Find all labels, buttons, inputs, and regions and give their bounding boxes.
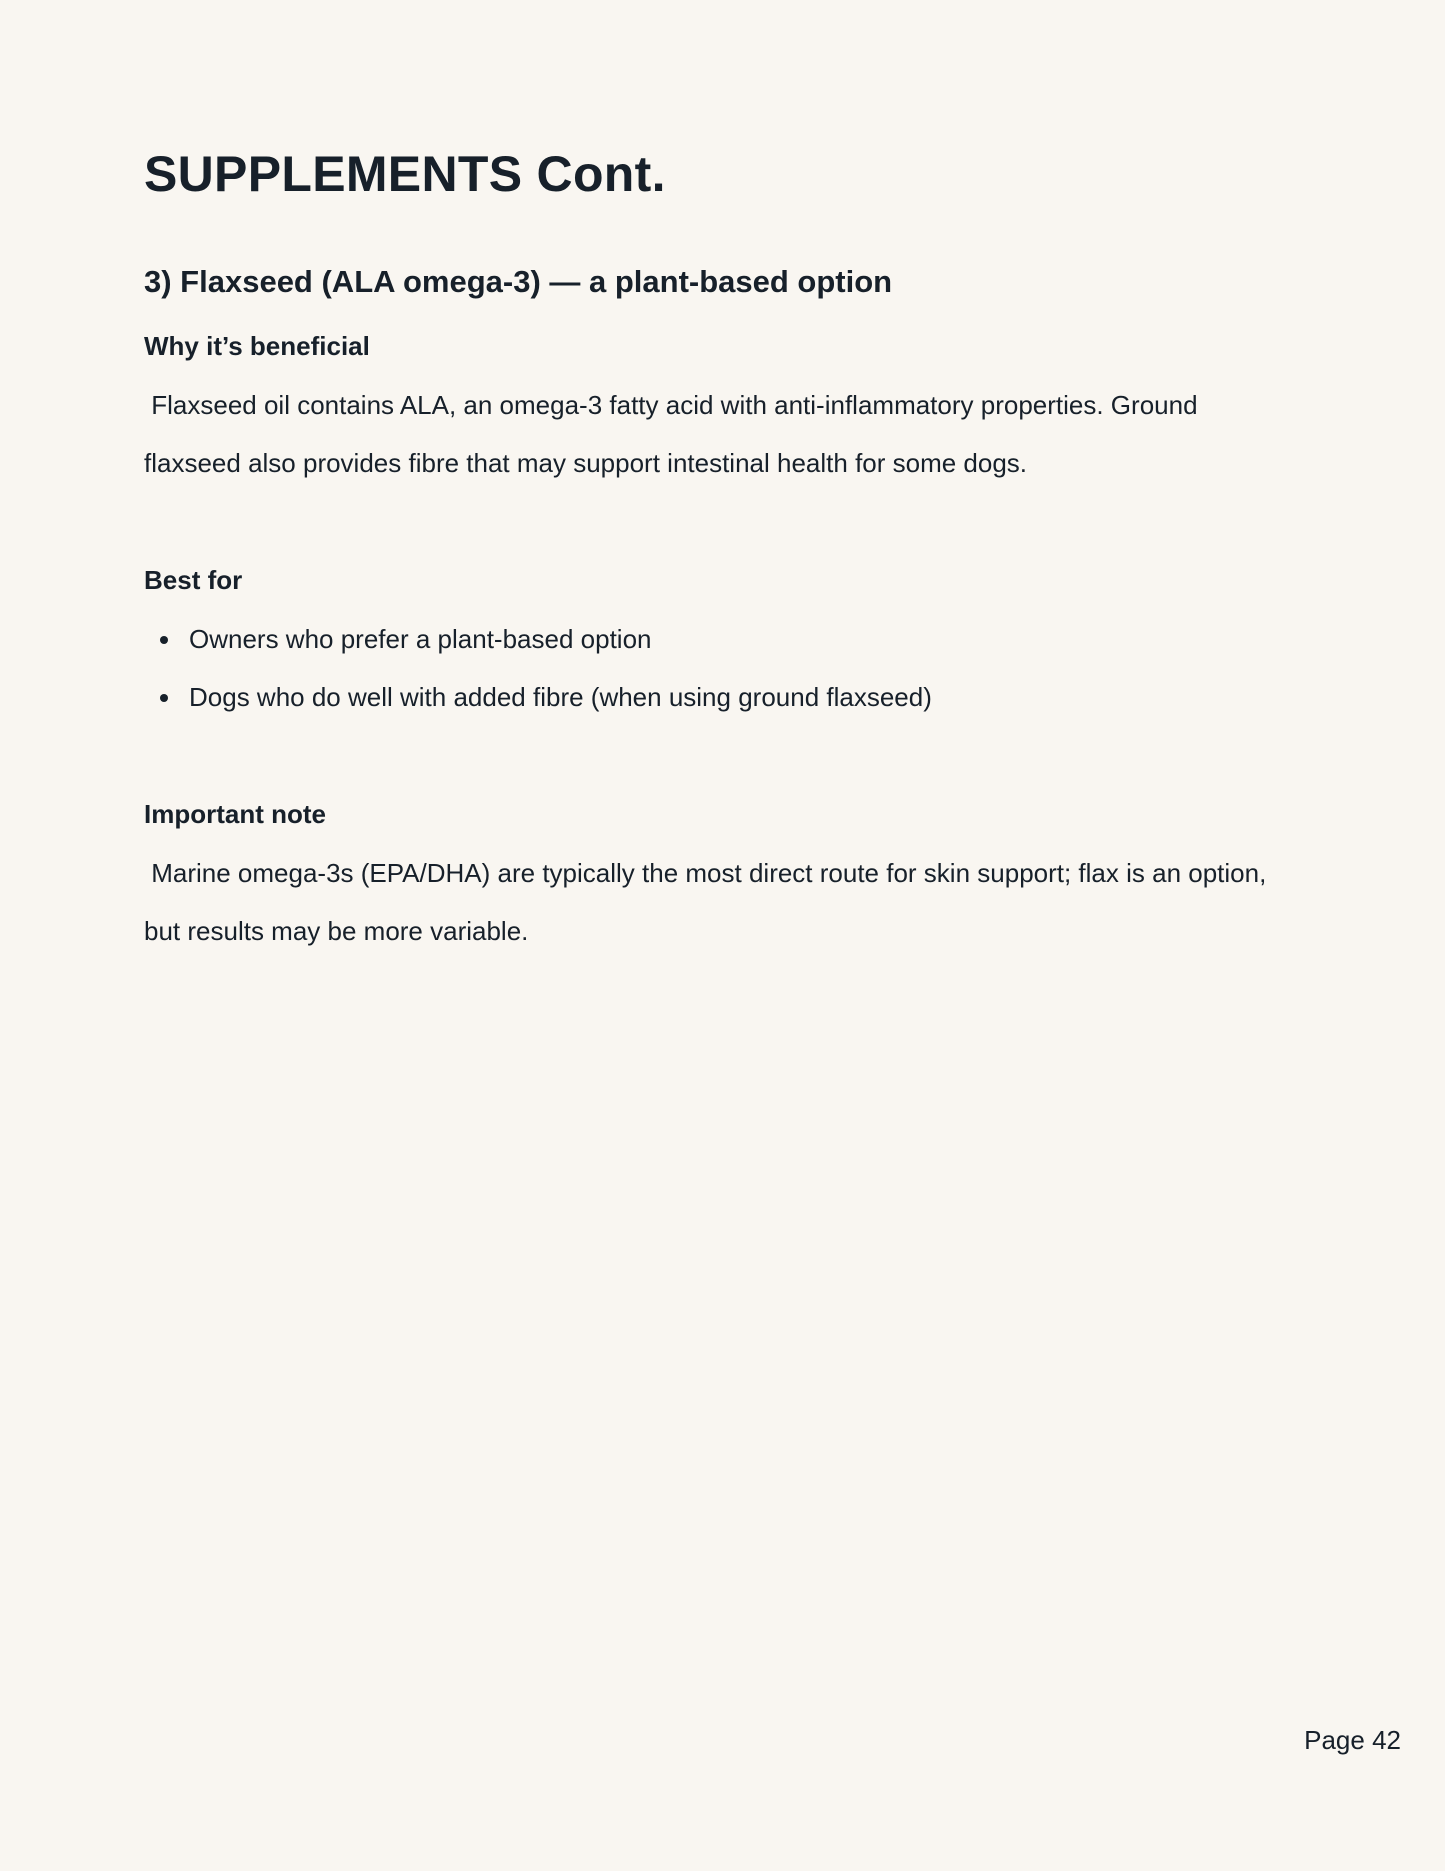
why-beneficial-heading: Why it’s beneficial <box>144 331 370 361</box>
list-item <box>144 610 932 668</box>
bullet-icon <box>160 636 168 644</box>
best-for-heading: Best for <box>144 565 243 595</box>
page-title: SUPPLEMENTS Cont. <box>144 146 666 202</box>
page-number: Page 42 <box>1304 1725 1401 1755</box>
why-beneficial-text: Flaxseed oil contains ALA, an omega-3 fatty acid with anti-inflammatory properties. Ground flaxseed also provides fibre that may support intestinal health for some dogs. <box>144 390 1205 478</box>
section-heading: 3) Flaxseed (ALA omega-3) — a plant-based option <box>144 264 893 299</box>
list-item <box>144 668 932 726</box>
list-item-text: Dogs who do well with added fibre (when using ground flaxseed) <box>189 682 932 712</box>
important-note-heading: Important note <box>144 799 326 829</box>
bullet-icon <box>160 694 168 702</box>
list-item-text: Owners who prefer a plant-based option <box>189 624 652 654</box>
important-note-text: Marine omega-3s (EPA/DHA) are typically the most direct route for skin support; flax is an option, but results may be more variable. <box>144 858 1274 946</box>
best-for-list <box>144 610 932 726</box>
